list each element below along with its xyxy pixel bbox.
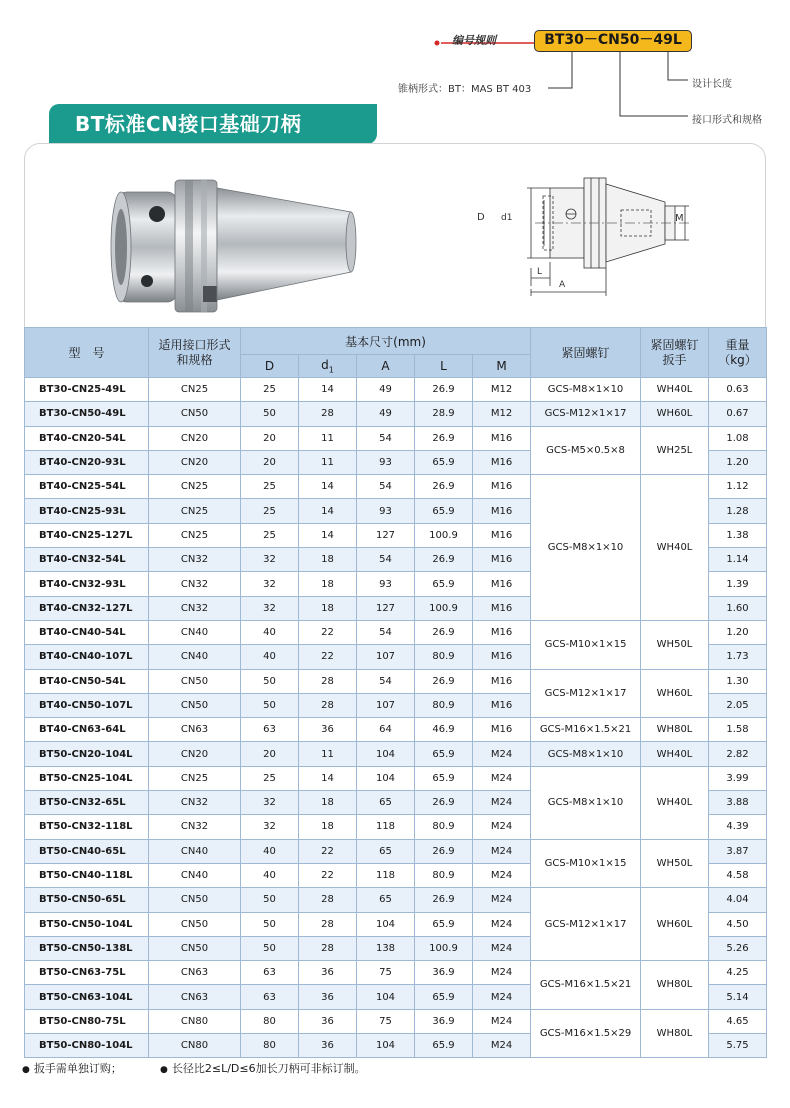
cell-screw: GCS-M8×1×10: [531, 742, 641, 766]
cell-weight: 2.82: [709, 742, 767, 766]
cell-model: BT50-CN32-65L: [25, 791, 149, 815]
table-row: [25, 961, 767, 985]
cell-wrench: WH40L: [641, 742, 709, 766]
cell-l: 80.9: [415, 863, 473, 887]
technical-drawing: [527, 178, 690, 296]
cell-model: BT40-CN50-54L: [25, 669, 149, 693]
cell-m: M24: [473, 839, 531, 863]
cell-model: BT30-CN50-49L: [25, 402, 149, 426]
cell-model: BT50-CN80-75L: [25, 1009, 149, 1033]
cell-screw: GCS-M16×1.5×21: [531, 718, 641, 742]
cell-a: 93: [357, 572, 415, 596]
cell-d: 50: [241, 912, 299, 936]
cell-screw: GCS-M10×1×15: [531, 620, 641, 669]
cell-d1: 18: [299, 572, 357, 596]
cell-screw: GCS-M16×1.5×29: [531, 1009, 641, 1058]
cell-weight: 4.39: [709, 815, 767, 839]
cell-m: M16: [473, 475, 531, 499]
table-row: [25, 1009, 767, 1033]
cell-d1: 22: [299, 863, 357, 887]
cell-wrench: WH60L: [641, 669, 709, 718]
cell-iface: CN50: [149, 936, 241, 960]
cell-a: 138: [357, 936, 415, 960]
cell-weight: 5.26: [709, 936, 767, 960]
cell-model: BT50-CN50-138L: [25, 936, 149, 960]
cell-d: 40: [241, 645, 299, 669]
cell-d1: 11: [299, 742, 357, 766]
product-illustrations: [25, 144, 767, 328]
cell-model: BT30-CN25-49L: [25, 378, 149, 402]
cell-m: M12: [473, 402, 531, 426]
table-row: [25, 742, 767, 766]
tool-holder-photo: [111, 180, 356, 312]
cell-l: 26.9: [415, 669, 473, 693]
cell-l: 36.9: [415, 961, 473, 985]
cell-d1: 22: [299, 839, 357, 863]
cell-d: 32: [241, 548, 299, 572]
dim-label-M: M: [675, 213, 684, 224]
cell-iface: CN25: [149, 523, 241, 547]
cell-d1: 36: [299, 985, 357, 1009]
cell-l: 26.9: [415, 426, 473, 450]
cell-model: BT40-CN25-54L: [25, 475, 149, 499]
taper-leader: [548, 52, 572, 88]
cell-iface: CN40: [149, 839, 241, 863]
cell-d1: 28: [299, 669, 357, 693]
cell-m: M16: [473, 693, 531, 717]
cell-wrench: WH25L: [641, 426, 709, 475]
cell-d: 32: [241, 596, 299, 620]
cell-a: 54: [357, 669, 415, 693]
dim-label-L: L: [537, 267, 543, 277]
cell-m: M16: [473, 523, 531, 547]
header-interface: 适用接口形式 和规格: [149, 328, 241, 378]
cell-weight: 1.38: [709, 523, 767, 547]
cell-l: 26.9: [415, 475, 473, 499]
cell-iface: CN40: [149, 863, 241, 887]
cell-a: 118: [357, 815, 415, 839]
cell-l: 36.9: [415, 1009, 473, 1033]
cell-l: 26.9: [415, 791, 473, 815]
cell-d1: 36: [299, 1009, 357, 1033]
cell-a: 65: [357, 839, 415, 863]
cell-a: 65: [357, 791, 415, 815]
cell-a: 54: [357, 475, 415, 499]
dim-label-D: D: [477, 212, 485, 223]
cell-model: BT50-CN63-104L: [25, 985, 149, 1009]
cell-screw: GCS-M8×1×10: [531, 766, 641, 839]
cell-d1: 18: [299, 815, 357, 839]
cell-a: 64: [357, 718, 415, 742]
cell-weight: 1.08: [709, 426, 767, 450]
cell-a: 49: [357, 378, 415, 402]
cell-m: M16: [473, 645, 531, 669]
cell-l: 65.9: [415, 766, 473, 790]
cell-d: 25: [241, 475, 299, 499]
cell-l: 65.9: [415, 499, 473, 523]
header-dims: 基本尺寸(mm): [241, 328, 531, 355]
cell-a: 104: [357, 985, 415, 1009]
cell-d: 32: [241, 815, 299, 839]
cell-model: BT50-CN50-65L: [25, 888, 149, 912]
cell-d1: 14: [299, 499, 357, 523]
cell-d: 32: [241, 572, 299, 596]
cell-m: M16: [473, 450, 531, 474]
cell-l: 80.9: [415, 693, 473, 717]
cell-l: 100.9: [415, 523, 473, 547]
cell-d1: 28: [299, 888, 357, 912]
header-A: A: [357, 355, 415, 378]
cell-iface: CN50: [149, 402, 241, 426]
cell-iface: CN40: [149, 645, 241, 669]
table-row: [25, 888, 767, 912]
dim-label-d1: d1: [501, 213, 513, 223]
cell-d: 63: [241, 985, 299, 1009]
header-L: L: [415, 355, 473, 378]
cell-d1: 22: [299, 645, 357, 669]
cell-d1: 14: [299, 475, 357, 499]
cell-weight: 2.05: [709, 693, 767, 717]
cell-d: 25: [241, 378, 299, 402]
cell-iface: CN40: [149, 620, 241, 644]
cell-a: 54: [357, 620, 415, 644]
cell-model: BT40-CN50-107L: [25, 693, 149, 717]
cell-wrench: WH60L: [641, 888, 709, 961]
cell-wrench: WH50L: [641, 620, 709, 669]
cell-d1: 14: [299, 378, 357, 402]
cell-weight: 4.65: [709, 1009, 767, 1033]
cell-iface: CN50: [149, 693, 241, 717]
cell-screw: GCS-M5×0.5×8: [531, 426, 641, 475]
cell-a: 107: [357, 693, 415, 717]
table-row: [25, 402, 767, 426]
cell-iface: CN32: [149, 572, 241, 596]
cell-l: 80.9: [415, 815, 473, 839]
cell-weight: 1.20: [709, 450, 767, 474]
table-row: [25, 475, 767, 499]
cell-weight: 1.60: [709, 596, 767, 620]
cell-wrench: WH80L: [641, 961, 709, 1010]
cell-a: 54: [357, 426, 415, 450]
header-M: M: [473, 355, 531, 378]
cell-d1: 36: [299, 1034, 357, 1058]
cell-a: 75: [357, 961, 415, 985]
cell-model: BT50-CN80-104L: [25, 1034, 149, 1058]
rule-label: 编号规则: [452, 34, 496, 47]
cell-m: M16: [473, 499, 531, 523]
cell-weight: 5.75: [709, 1034, 767, 1058]
table-body: [25, 378, 767, 1058]
cell-l: 46.9: [415, 718, 473, 742]
cell-iface: CN25: [149, 499, 241, 523]
cell-iface: CN20: [149, 742, 241, 766]
cell-a: 93: [357, 450, 415, 474]
cell-m: M24: [473, 985, 531, 1009]
cell-wrench: WH80L: [641, 1009, 709, 1058]
cell-weight: 3.99: [709, 766, 767, 790]
cell-wrench: WH50L: [641, 839, 709, 888]
cell-m: M24: [473, 815, 531, 839]
cell-wrench: WH60L: [641, 402, 709, 426]
cell-d1: 36: [299, 718, 357, 742]
cell-m: M12: [473, 378, 531, 402]
table-row: [25, 718, 767, 742]
cell-model: BT50-CN63-75L: [25, 961, 149, 985]
cell-m: M16: [473, 596, 531, 620]
cell-iface: CN20: [149, 450, 241, 474]
interface-leader: [620, 52, 688, 116]
cell-a: 104: [357, 766, 415, 790]
length-note: 设计长度: [692, 79, 732, 90]
cell-a: 49: [357, 402, 415, 426]
cell-iface: CN50: [149, 888, 241, 912]
footnote-wrench: ● 扳手需单独订购；: [22, 1062, 122, 1075]
cell-weight: 5.14: [709, 985, 767, 1009]
spec-table: [24, 327, 767, 1058]
cell-d: 40: [241, 839, 299, 863]
cell-a: 104: [357, 1034, 415, 1058]
cell-wrench: WH40L: [641, 378, 709, 402]
cell-wrench: WH40L: [641, 475, 709, 621]
cell-screw: GCS-M12×1×17: [531, 888, 641, 961]
cell-a: 107: [357, 645, 415, 669]
cell-d1: 18: [299, 596, 357, 620]
cell-iface: CN80: [149, 1034, 241, 1058]
header-d1: $d_1$: [299, 355, 357, 378]
cell-model: BT50-CN40-65L: [25, 839, 149, 863]
cell-l: 28.9: [415, 402, 473, 426]
cell-screw: GCS-M12×1×17: [531, 402, 641, 426]
cell-m: M16: [473, 426, 531, 450]
cell-model: BT40-CN25-93L: [25, 499, 149, 523]
cell-weight: 3.87: [709, 839, 767, 863]
table-row: [25, 620, 767, 644]
header-weight: 重量 （kg）: [709, 328, 767, 378]
cell-l: 26.9: [415, 378, 473, 402]
cell-l: 100.9: [415, 596, 473, 620]
cell-weight: 4.25: [709, 961, 767, 985]
cell-iface: CN32: [149, 791, 241, 815]
cell-l: 65.9: [415, 985, 473, 1009]
cell-d: 50: [241, 936, 299, 960]
cell-model: BT50-CN32-118L: [25, 815, 149, 839]
cell-d1: 22: [299, 620, 357, 644]
cell-l: 80.9: [415, 645, 473, 669]
cell-a: 54: [357, 548, 415, 572]
cell-l: 65.9: [415, 450, 473, 474]
taper-note: 锥柄形式：BT：MAS BT 403: [398, 84, 532, 95]
cell-iface: CN32: [149, 548, 241, 572]
cell-l: 65.9: [415, 572, 473, 596]
cell-wrench: WH40L: [641, 766, 709, 839]
cell-weight: 1.28: [709, 499, 767, 523]
red-dot-icon: [435, 41, 440, 46]
cell-a: 104: [357, 912, 415, 936]
cell-d1: 28: [299, 912, 357, 936]
cell-model: BT40-CN32-127L: [25, 596, 149, 620]
table-row: [25, 839, 767, 863]
cell-l: 65.9: [415, 1034, 473, 1058]
cell-weight: 1.39: [709, 572, 767, 596]
cell-iface: CN32: [149, 815, 241, 839]
cell-d1: 11: [299, 426, 357, 450]
cell-l: 65.9: [415, 742, 473, 766]
cell-m: M24: [473, 863, 531, 887]
cell-d1: 18: [299, 548, 357, 572]
cell-weight: 4.04: [709, 888, 767, 912]
cell-m: M24: [473, 888, 531, 912]
header-model: 型 号: [25, 328, 149, 378]
cell-d: 50: [241, 693, 299, 717]
cell-d: 20: [241, 426, 299, 450]
header-D: D: [241, 355, 299, 378]
section-title: BT标准CN接口基础刀柄: [49, 104, 377, 144]
cell-d1: 11: [299, 450, 357, 474]
cell-m: M24: [473, 912, 531, 936]
cell-m: M24: [473, 1009, 531, 1033]
cell-screw: GCS-M8×1×10: [531, 475, 641, 621]
table-row: [25, 426, 767, 450]
header-wrench: 紧固螺钉 扳手: [641, 328, 709, 378]
cell-iface: CN25: [149, 766, 241, 790]
cell-wrench: WH80L: [641, 718, 709, 742]
cell-m: M24: [473, 766, 531, 790]
cell-model: BT50-CN25-104L: [25, 766, 149, 790]
cell-model: BT50-CN50-104L: [25, 912, 149, 936]
cell-m: M16: [473, 669, 531, 693]
table-row: [25, 669, 767, 693]
cell-d: 40: [241, 863, 299, 887]
cell-m: M16: [473, 620, 531, 644]
cell-weight: 1.73: [709, 645, 767, 669]
cell-a: 93: [357, 499, 415, 523]
cell-d: 50: [241, 402, 299, 426]
cell-a: 75: [357, 1009, 415, 1033]
cell-d1: 18: [299, 791, 357, 815]
header-screw: 紧固螺钉: [531, 328, 641, 378]
cell-a: 127: [357, 523, 415, 547]
cell-d1: 14: [299, 766, 357, 790]
cell-l: 65.9: [415, 912, 473, 936]
cell-iface: CN63: [149, 718, 241, 742]
cell-m: M16: [473, 718, 531, 742]
cell-weight: 4.50: [709, 912, 767, 936]
cell-d: 40: [241, 620, 299, 644]
cell-l: 26.9: [415, 839, 473, 863]
cell-iface: CN25: [149, 378, 241, 402]
cell-a: 104: [357, 742, 415, 766]
cell-l: 100.9: [415, 936, 473, 960]
footnote-custom: ● 长径比2≤L/D≤6加长刀柄可非标订制。: [160, 1062, 366, 1075]
cell-weight: 4.58: [709, 863, 767, 887]
cell-model: BT40-CN32-54L: [25, 548, 149, 572]
cell-m: M24: [473, 936, 531, 960]
cell-iface: CN50: [149, 912, 241, 936]
dim-label-A: A: [559, 280, 566, 290]
cell-d1: 14: [299, 523, 357, 547]
cell-model: BT40-CN25-127L: [25, 523, 149, 547]
cell-m: M16: [473, 572, 531, 596]
length-leader: [668, 52, 688, 80]
cell-model: BT40-CN40-54L: [25, 620, 149, 644]
table-row: [25, 766, 767, 790]
cell-m: M24: [473, 961, 531, 985]
cell-l: 26.9: [415, 620, 473, 644]
cell-model: BT40-CN63-64L: [25, 718, 149, 742]
cell-d: 50: [241, 669, 299, 693]
cell-d1: 36: [299, 961, 357, 985]
cell-model: BT40-CN20-93L: [25, 450, 149, 474]
cell-iface: CN63: [149, 961, 241, 985]
cell-d: 80: [241, 1034, 299, 1058]
cell-iface: CN50: [149, 669, 241, 693]
table-row: [25, 378, 767, 402]
cell-m: M24: [473, 1034, 531, 1058]
cell-weight: 3.88: [709, 791, 767, 815]
cell-d1: 28: [299, 936, 357, 960]
cell-iface: CN20: [149, 426, 241, 450]
cell-model: BT50-CN40-118L: [25, 863, 149, 887]
cell-d1: 28: [299, 402, 357, 426]
cell-screw: GCS-M10×1×15: [531, 839, 641, 888]
cell-l: 26.9: [415, 548, 473, 572]
cell-weight: 1.20: [709, 620, 767, 644]
cell-weight: 1.12: [709, 475, 767, 499]
cell-weight: 1.58: [709, 718, 767, 742]
cell-a: 127: [357, 596, 415, 620]
cell-l: 26.9: [415, 888, 473, 912]
cell-model: BT40-CN40-107L: [25, 645, 149, 669]
cell-m: M24: [473, 791, 531, 815]
cell-d: 25: [241, 523, 299, 547]
cell-d: 25: [241, 766, 299, 790]
cell-model: BT50-CN20-104L: [25, 742, 149, 766]
cell-iface: CN80: [149, 1009, 241, 1033]
cell-d: 25: [241, 499, 299, 523]
cell-a: 65: [357, 888, 415, 912]
cell-d1: 28: [299, 693, 357, 717]
cell-screw: GCS-M16×1.5×21: [531, 961, 641, 1010]
cell-d: 63: [241, 961, 299, 985]
interface-note: 接口形式和规格: [692, 115, 762, 126]
cell-weight: 0.67: [709, 402, 767, 426]
code-example-box: BT30－CN50－49L: [534, 30, 692, 52]
cell-model: BT40-CN20-54L: [25, 426, 149, 450]
cell-d: 80: [241, 1009, 299, 1033]
cell-d: 50: [241, 888, 299, 912]
cell-a: 118: [357, 863, 415, 887]
cell-screw: GCS-M12×1×17: [531, 669, 641, 718]
cell-iface: CN25: [149, 475, 241, 499]
cell-iface: CN63: [149, 985, 241, 1009]
cell-model: BT40-CN32-93L: [25, 572, 149, 596]
cell-screw: GCS-M8×1×10: [531, 378, 641, 402]
cell-m: M16: [473, 548, 531, 572]
cell-d: 32: [241, 791, 299, 815]
cell-d: 20: [241, 742, 299, 766]
cell-m: M24: [473, 742, 531, 766]
product-image-panel: [24, 143, 766, 327]
cell-iface: CN32: [149, 596, 241, 620]
cell-weight: 0.63: [709, 378, 767, 402]
cell-d: 63: [241, 718, 299, 742]
cell-weight: 1.30: [709, 669, 767, 693]
cell-d: 20: [241, 450, 299, 474]
cell-weight: 1.14: [709, 548, 767, 572]
